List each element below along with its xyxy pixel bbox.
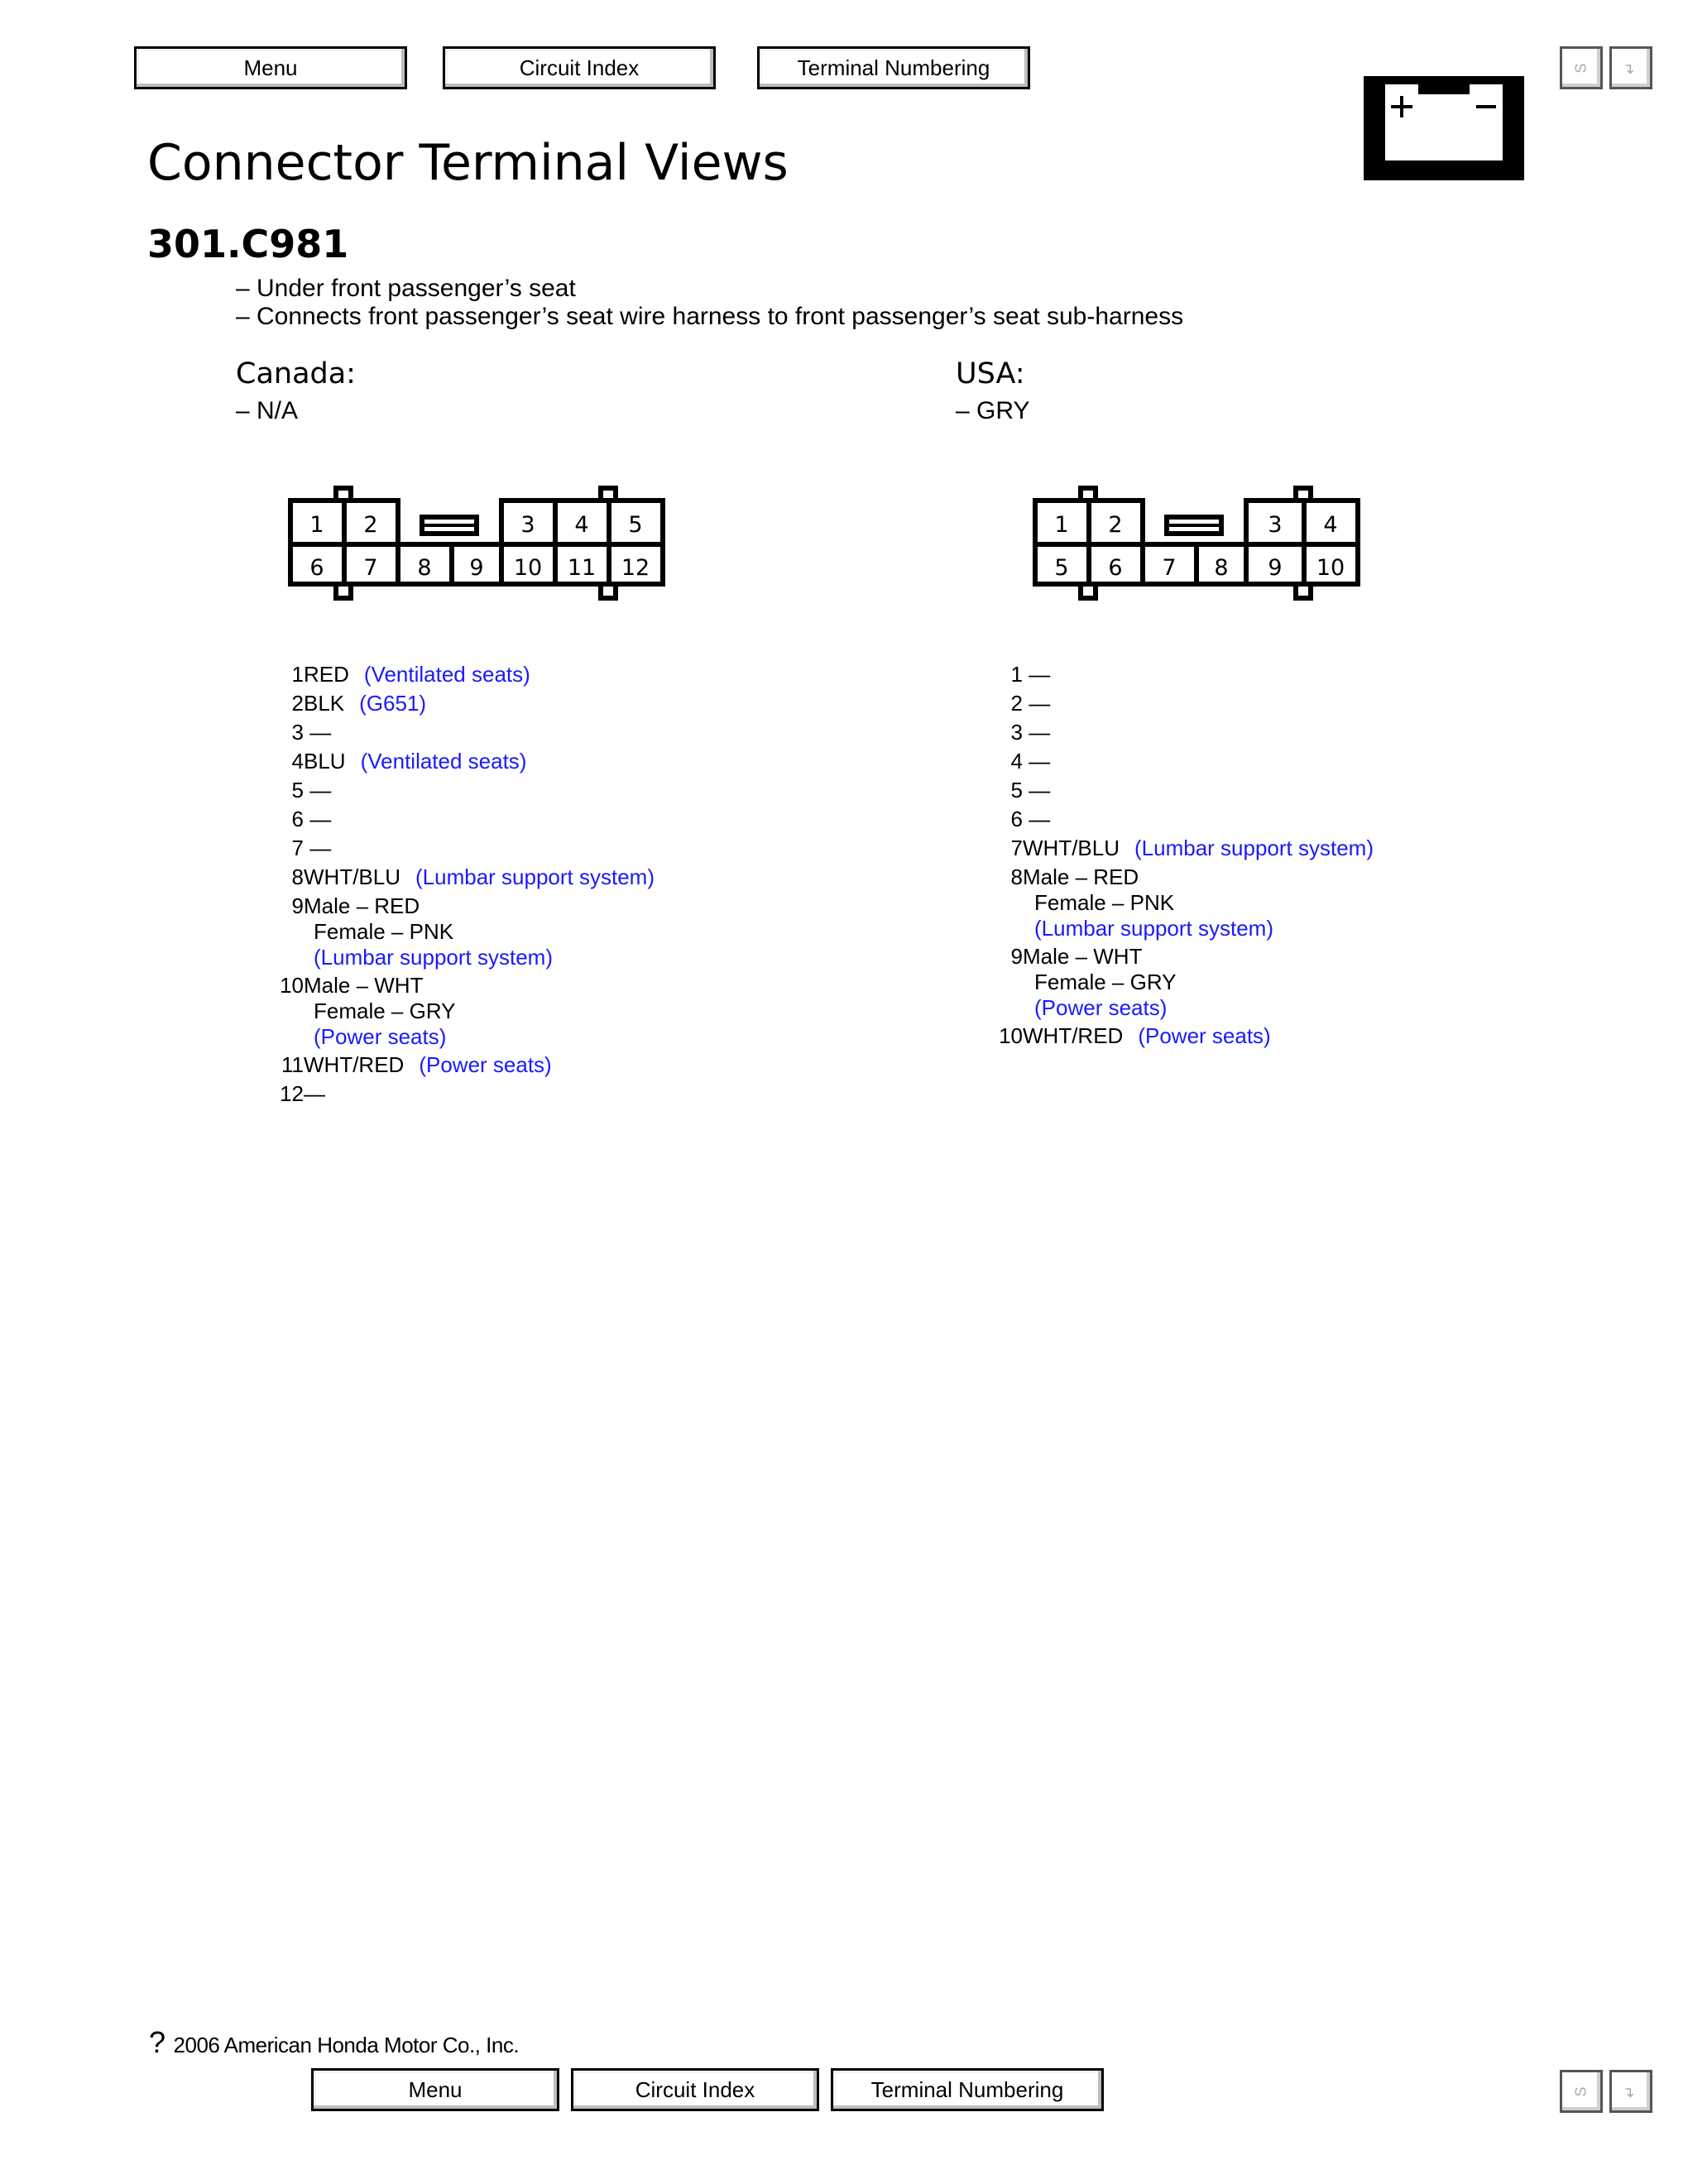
usa-pin-2 <box>997 691 1050 716</box>
terminal-numbering-button-bottom[interactable]: Terminal Numbering <box>831 2068 1104 2111</box>
canada-terminal-top-3: 3 <box>520 512 535 538</box>
canada-pin-11 <box>278 1052 552 1077</box>
terminal-numbering-button-top[interactable]: Terminal Numbering <box>757 46 1030 89</box>
wire-color: — <box>1023 749 1051 774</box>
canada-pin-10 <box>278 973 423 998</box>
canada-pin-10-circuit-link[interactable]: (Power seats) <box>314 1024 447 1049</box>
wire-color: BLU <box>304 749 346 774</box>
battery-icon <box>1364 76 1524 180</box>
circuit-link[interactable]: (Lumbar support system) <box>1134 836 1374 860</box>
circuit-index-button-top[interactable]: Circuit Index <box>443 46 716 89</box>
pin-number: 10 <box>280 973 304 998</box>
canada-heading: Canada: <box>236 357 356 390</box>
wire-color: — <box>1023 778 1051 802</box>
pin-number: 5 <box>291 778 304 802</box>
canada-pin-9 <box>278 893 420 918</box>
usa-heading: USA: <box>956 357 1025 390</box>
circuit-link[interactable]: (Ventilated seats) <box>360 749 527 774</box>
usa-terminal-top-3: 3 <box>1268 512 1283 538</box>
canada-terminal-top-5: 5 <box>628 512 643 538</box>
usa-pin-8-female: Female – PNK <box>1034 890 1175 915</box>
usa-pin-10 <box>997 1023 1271 1048</box>
menu-button-bottom[interactable]: Menu <box>311 2068 559 2111</box>
return-icon: ↵ <box>1622 61 1639 74</box>
copyright-text: 2006 American Honda Motor Co., Inc. <box>173 2033 520 2057</box>
canada-terminal-top-4: 4 <box>574 512 589 538</box>
pin-number: 5 <box>1010 778 1023 802</box>
canada-terminal-top-1: 1 <box>309 512 324 538</box>
prev-page-button-bottom[interactable] <box>1560 2070 1603 2113</box>
pin-number: 8 <box>1010 864 1023 889</box>
usa-pin-6 <box>997 807 1050 831</box>
usa-terminal-bottom-10: 10 <box>1316 555 1345 581</box>
location-description: – Under front passenger’s seat <box>236 275 576 302</box>
menu-button-top[interactable]: Menu <box>134 46 407 89</box>
circuit-link[interactable]: (G651) <box>359 691 427 716</box>
pin-number: 7 <box>1010 836 1023 860</box>
prev-page-button-top[interactable] <box>1560 46 1603 89</box>
usa-terminal-bottom-6: 6 <box>1108 555 1123 581</box>
pin-number: 3 <box>291 720 304 745</box>
pin-number: 3 <box>1010 720 1023 745</box>
canada-terminal-bottom-8: 8 <box>417 555 432 581</box>
next-page-button-top[interactable] <box>1609 46 1652 89</box>
canada-pin-3 <box>278 720 331 745</box>
canada-pin-10-female: Female – GRY <box>314 999 456 1023</box>
copyright-notice <box>149 2025 519 2060</box>
prev-page-icon: S <box>1572 62 1590 74</box>
usa-pin-1 <box>997 662 1050 687</box>
pin-number: 1 <box>1010 662 1023 687</box>
canada-connector-diagram <box>281 484 679 604</box>
canada-connector-color: – N/A <box>236 397 299 424</box>
usa-pin-9 <box>997 944 1142 969</box>
usa-connector-color: – GRY <box>956 397 1030 424</box>
pin-number: 7 <box>291 836 304 860</box>
wire-color: WHT/BLU <box>1023 836 1120 860</box>
wire-color: — <box>304 778 332 802</box>
usa-pin-7 <box>997 836 1374 860</box>
page-title: Connector Terminal Views <box>147 134 789 192</box>
canada-terminal-bottom-7: 7 <box>363 555 378 581</box>
wire-color: RED <box>304 662 349 687</box>
canada-pin-6 <box>278 807 331 831</box>
next-page-button-bottom[interactable] <box>1609 2070 1652 2113</box>
wire-color: — <box>1023 720 1051 745</box>
wire-color: BLK <box>304 691 345 716</box>
canada-pin-7 <box>278 836 331 860</box>
canada-pin-2 <box>278 691 426 716</box>
usa-terminal-top-2: 2 <box>1108 512 1123 538</box>
usa-pin-5 <box>997 778 1050 802</box>
connector-id: 301.C981 <box>147 222 349 266</box>
pin-number: 4 <box>291 749 304 774</box>
canada-terminal-bottom-12: 12 <box>621 555 650 581</box>
prev-page-icon: S <box>1572 2086 1590 2097</box>
usa-pin-4 <box>997 749 1050 774</box>
pin-number: 4 <box>1010 749 1023 774</box>
copyright-mark: ? <box>149 2025 165 2059</box>
canada-pin-8 <box>278 864 655 889</box>
wire-color: — <box>304 807 332 831</box>
usa-connector-diagram <box>1026 484 1374 604</box>
usa-terminal-top-1: 1 <box>1054 512 1069 538</box>
wire-color: Male – RED <box>1023 864 1139 889</box>
canada-pin-5 <box>278 778 331 802</box>
wire-color: — <box>304 836 332 860</box>
wire-color: — <box>1023 662 1051 687</box>
wire-color: WHT/RED <box>1023 1023 1124 1048</box>
canada-terminal-bottom-11: 11 <box>567 555 597 581</box>
wire-color: Male – RED <box>304 893 420 918</box>
pin-number: 10 <box>999 1023 1023 1048</box>
wire-color: — <box>304 1081 325 1106</box>
wire-color: WHT/BLU <box>304 864 400 889</box>
circuit-link[interactable]: (Ventilated seats) <box>363 662 530 687</box>
pin-number: 8 <box>291 864 304 889</box>
canada-terminal-bottom-10: 10 <box>513 555 543 581</box>
circuit-link[interactable]: (Power seats) <box>419 1052 552 1077</box>
pin-number: 6 <box>1010 807 1023 831</box>
usa-pin-9-circuit-link[interactable]: (Power seats) <box>1034 995 1168 1020</box>
pin-number: 2 <box>291 691 304 716</box>
usa-terminal-bottom-5: 5 <box>1054 555 1069 581</box>
canada-pin-12 <box>278 1081 325 1106</box>
pin-number: 1 <box>291 662 304 687</box>
canada-terminal-top-2: 2 <box>363 512 378 538</box>
canada-pin-4 <box>278 749 526 774</box>
connection-description: – Connects front passenger’s seat wire harness to front passenger’s seat sub-harness <box>236 303 1184 330</box>
pin-number: 11 <box>281 1052 304 1077</box>
pin-number: 9 <box>291 893 304 918</box>
canada-pin-9-female: Female – PNK <box>314 919 454 944</box>
usa-terminal-bottom-7: 7 <box>1162 555 1177 581</box>
usa-pin-8-circuit-link[interactable]: (Lumbar support system) <box>1034 916 1273 941</box>
usa-terminal-bottom-8: 8 <box>1214 555 1229 581</box>
wire-color: — <box>304 720 332 745</box>
circuit-index-button-bottom[interactable]: Circuit Index <box>571 2068 819 2111</box>
wire-color: WHT/RED <box>304 1052 405 1077</box>
wire-color: Male – WHT <box>1023 944 1143 969</box>
pin-number: 6 <box>291 807 304 831</box>
pin-number: 2 <box>1010 691 1023 716</box>
usa-pin-8 <box>997 864 1139 889</box>
circuit-link[interactable]: (Power seats) <box>1138 1023 1271 1048</box>
wire-color: — <box>1023 691 1051 716</box>
circuit-link[interactable]: (Lumbar support system) <box>415 864 655 889</box>
canada-terminal-bottom-9: 9 <box>469 555 484 581</box>
canada-terminal-bottom-6: 6 <box>309 555 324 581</box>
canada-pin-9-circuit-link[interactable]: (Lumbar support system) <box>314 945 553 970</box>
return-icon: ↵ <box>1622 2085 1639 2098</box>
usa-pin-3 <box>997 720 1050 745</box>
pin-number: 9 <box>1010 944 1023 969</box>
usa-pin-9-female: Female – GRY <box>1034 970 1177 994</box>
pin-number: 12 <box>280 1081 304 1106</box>
wire-color: Male – WHT <box>304 973 424 998</box>
usa-terminal-bottom-9: 9 <box>1268 555 1283 581</box>
usa-terminal-top-4: 4 <box>1323 512 1338 538</box>
wire-color: — <box>1023 807 1051 831</box>
canada-pin-1 <box>278 662 530 687</box>
